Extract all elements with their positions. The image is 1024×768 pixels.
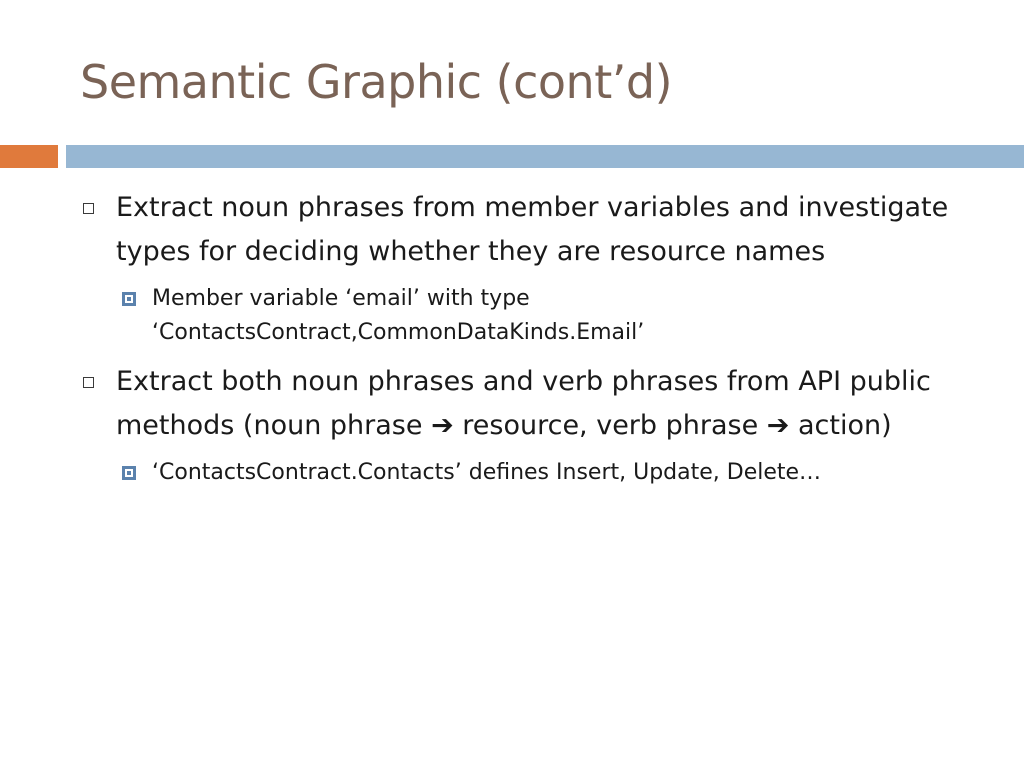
bullet-2-text-part1: Extract both noun phrases and verb phrases from API public methods (noun phrase [116, 366, 931, 441]
slide-title: Semantic Graphic (cont’d) [80, 55, 673, 109]
hollow-square-bullet-icon [83, 203, 94, 214]
slide-content [0, 186, 1024, 500]
bullet-2 [0, 360, 1024, 448]
sub-bullet-2 [0, 456, 1024, 490]
bullet-2-text-part3: action) [789, 410, 892, 441]
title-rule-orange [0, 145, 58, 168]
sub-bullet-1-text: Member variable ‘email’ with type ‘ContactsContract,CommonDataKinds.Email’ [152, 286, 645, 345]
title-rule-blue [66, 145, 1024, 168]
framed-square-bullet-icon [122, 466, 136, 480]
framed-square-bullet-icon [122, 292, 136, 306]
sub-bullet-1 [0, 282, 1024, 350]
hollow-square-bullet-icon [83, 377, 94, 388]
bullet-1 [0, 186, 1024, 274]
bullet-2-text-part2: resource, verb phrase [453, 410, 767, 441]
sub-bullet-2-text: ‘ContactsContract.Contacts’ defines Insert, Update, Delete… [152, 460, 822, 485]
arrow-right-icon: ➔ [431, 410, 454, 441]
bullet-1-text: Extract noun phrases from member variables and investigate types for deciding whether they are resource names [116, 192, 949, 267]
arrow-right-icon: ➔ [766, 410, 790, 441]
